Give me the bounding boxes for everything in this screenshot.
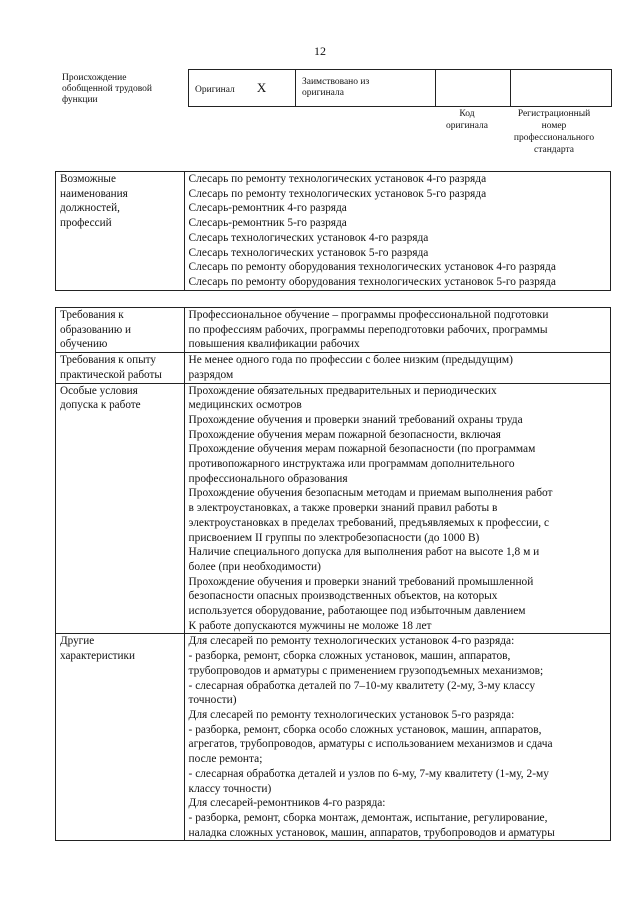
row-text-line: Профессиональное обучение – программы профессиональной подготовки: [188, 309, 549, 321]
row-text-line: - слесарная обработка деталей по 7–10-му квалитету (2-му, 3-му классу: [188, 679, 536, 692]
original-code-caption: [432, 108, 502, 132]
row-text-line: профессионального образования: [188, 472, 348, 485]
row-text-line: - разборка, ремонт, сборка сложных установок, машин, аппаратов,: [188, 650, 511, 663]
row-text-line: Прохождение обучения и проверки знаний требований охраны труда: [188, 413, 523, 426]
origin-label-line: функции: [62, 95, 98, 105]
row-label-line: Особые условия: [60, 384, 138, 397]
other-characteristics-label-cell: [56, 634, 185, 841]
positions-table: [55, 171, 611, 291]
position-item: Слесарь-ремонтник 4-го разряда: [188, 202, 347, 215]
reg-caption-line: Регистрационный: [517, 109, 591, 119]
experience-value-cell: [184, 353, 610, 383]
position-item: Слесарь технологических установок 4-го разряда: [188, 231, 429, 244]
positions-label-cell: [56, 172, 185, 291]
row-text-line: Прохождение обучения безопасным методам и приемам выполнения работ: [188, 487, 553, 500]
row-label-line: практической работы: [60, 368, 162, 381]
original-cell: [189, 70, 296, 107]
other-characteristics-value-cell: [184, 634, 610, 841]
borrowed-cell: [296, 70, 436, 107]
row-label-line: Другие: [60, 635, 95, 648]
education-label-cell: [56, 308, 185, 353]
row-text-line: после ремонта;: [188, 753, 263, 766]
row-label-line: образованию и: [60, 323, 132, 336]
reg-caption-line: стандарта: [534, 145, 574, 155]
positions-label-line: должностей,: [60, 202, 120, 215]
position-item: Слесарь по ремонту оборудования технологических установок 4-го разряда: [188, 261, 556, 274]
position-item: Слесарь-ремонтник 5-го разряда: [188, 217, 347, 230]
page-number: 12: [314, 44, 326, 58]
row-text-line: в электроустановках, а также проверки знаний правил работы в: [188, 502, 498, 515]
experience-requirements-row: [56, 353, 611, 383]
row-text-line: точности): [188, 694, 237, 707]
row-text-line: Для слесарей по ремонту технологических установок 5-го разряда:: [188, 708, 515, 721]
row-text-line: медицинских осмотров: [188, 399, 302, 412]
position-item: Слесарь технологических установок 5-го разряда: [188, 246, 429, 259]
positions-label-line: наименования: [60, 187, 128, 200]
row-text-line: противопожарного инструктажа или программам дополнительного: [188, 458, 515, 471]
row-text-line: Прохождение обучения мерам пожарной безопасности (по программам: [188, 443, 536, 456]
special-conditions-value-cell: [184, 383, 610, 634]
row-text-line: наладка сложных установок, машин, аппаратов, трубопроводов и арматуры: [188, 826, 555, 839]
positions-label-line: профессий: [60, 217, 112, 230]
education-requirements-row: [56, 308, 611, 353]
reg-caption-line: профессионального: [513, 133, 595, 143]
row-text-line: Для слесарей по ремонту технологических установок 4-го разряда:: [188, 635, 515, 648]
special-conditions-row: [56, 383, 611, 634]
row-text-line: присвоением II группы по электробезопасности (до 1000 В): [188, 531, 480, 544]
code-caption-line: оригинала: [446, 121, 488, 131]
origin-label-line: Происхождение: [62, 73, 127, 83]
row-text-line: по профессиям рабочих, программы переподготовки рабочих, программы: [188, 323, 548, 336]
position-item: Слесарь по ремонту технологических установок 4-го разряда: [188, 173, 487, 185]
registration-number-cell: [511, 70, 612, 107]
row-text-line: разрядом: [188, 368, 234, 381]
row-text-line: Для слесарей-ремонтников 4-го разряда:: [188, 797, 386, 810]
row-text-line: - слесарная обработка деталей и узлов по 6-му, 7-му квалитету (1-му, 2-му: [188, 767, 549, 780]
other-characteristics-row: [56, 634, 611, 841]
row-text-line: - разборка, ремонт, сборка особо сложных установок, машин, аппаратов,: [188, 723, 542, 736]
experience-label-cell: [56, 353, 185, 383]
row-text-line: электроустановках в пределах требований, предъявляемых к профессии, с: [188, 516, 550, 529]
row-text-line: Не менее одного года по профессии с более низким (предыдущим): [188, 354, 513, 367]
row-text-line: более (при необходимости): [188, 560, 321, 573]
requirements-table: [55, 307, 611, 841]
row-label-line: характеристики: [60, 650, 135, 663]
row-text-line: Прохождение обязательных предварительных и периодических: [188, 384, 497, 397]
reg-caption-line: номер: [541, 121, 567, 131]
original-label: Оригинал: [195, 85, 235, 95]
borrowed-line: Заимствовано из: [302, 77, 370, 87]
row-label-line: Требования к: [60, 309, 124, 321]
row-text-line: Прохождение обучения мерам пожарной безопасности, включая: [188, 428, 501, 441]
row-label-line: допуска к работе: [60, 399, 141, 412]
row-text-line: безопасности опасных производственных объектов, на которых: [188, 590, 498, 603]
position-item: Слесарь по ремонту технологических установок 5-го разряда: [188, 187, 487, 200]
row-label-line: обучению: [60, 338, 108, 351]
row-label-line: Требования к опыту: [60, 354, 156, 367]
row-text-line: - разборка, ремонт, сборка монтаж, демонтаж, испытание, регулирование,: [188, 811, 548, 824]
position-item: Слесарь по ремонту оборудования технологических установок 5-го разряда: [188, 275, 556, 288]
special-conditions-label-cell: [56, 383, 185, 634]
row-text-line: К работе допускаются мужчины не моложе 18 лет: [188, 619, 432, 632]
row-text-line: агрегатов, трубопроводов, арматуры с использованием механизмов и сдача: [188, 738, 553, 751]
original-code-cell: [436, 70, 511, 107]
registration-number-caption: [506, 108, 602, 156]
row-text-line: классу точности): [188, 782, 272, 795]
original-mark: X: [256, 80, 267, 95]
row-text-line: повышения квалификации рабочих: [188, 338, 360, 351]
row-text-line: используется оборудование, работающее под избыточным давлением: [188, 605, 526, 618]
row-text-line: Прохождение обучения и проверки знаний требований промышленной: [188, 575, 534, 588]
code-caption-line: Код: [459, 109, 475, 119]
borrowed-line: оригинала: [302, 88, 344, 98]
row-text-line: Наличие специального допуска для выполнения работ на высоте 1,8 м и: [188, 546, 540, 559]
education-value-cell: [184, 308, 610, 353]
row-text-line: трубопроводов и арматуры с применением грузоподъемных механизмов;: [188, 664, 544, 677]
origin-label-line: обобщенной трудовой: [62, 84, 152, 94]
origin-table: [188, 69, 612, 107]
origin-label: [62, 73, 190, 106]
positions-label-line: Возможные: [60, 173, 116, 185]
positions-list-cell: [184, 172, 610, 291]
